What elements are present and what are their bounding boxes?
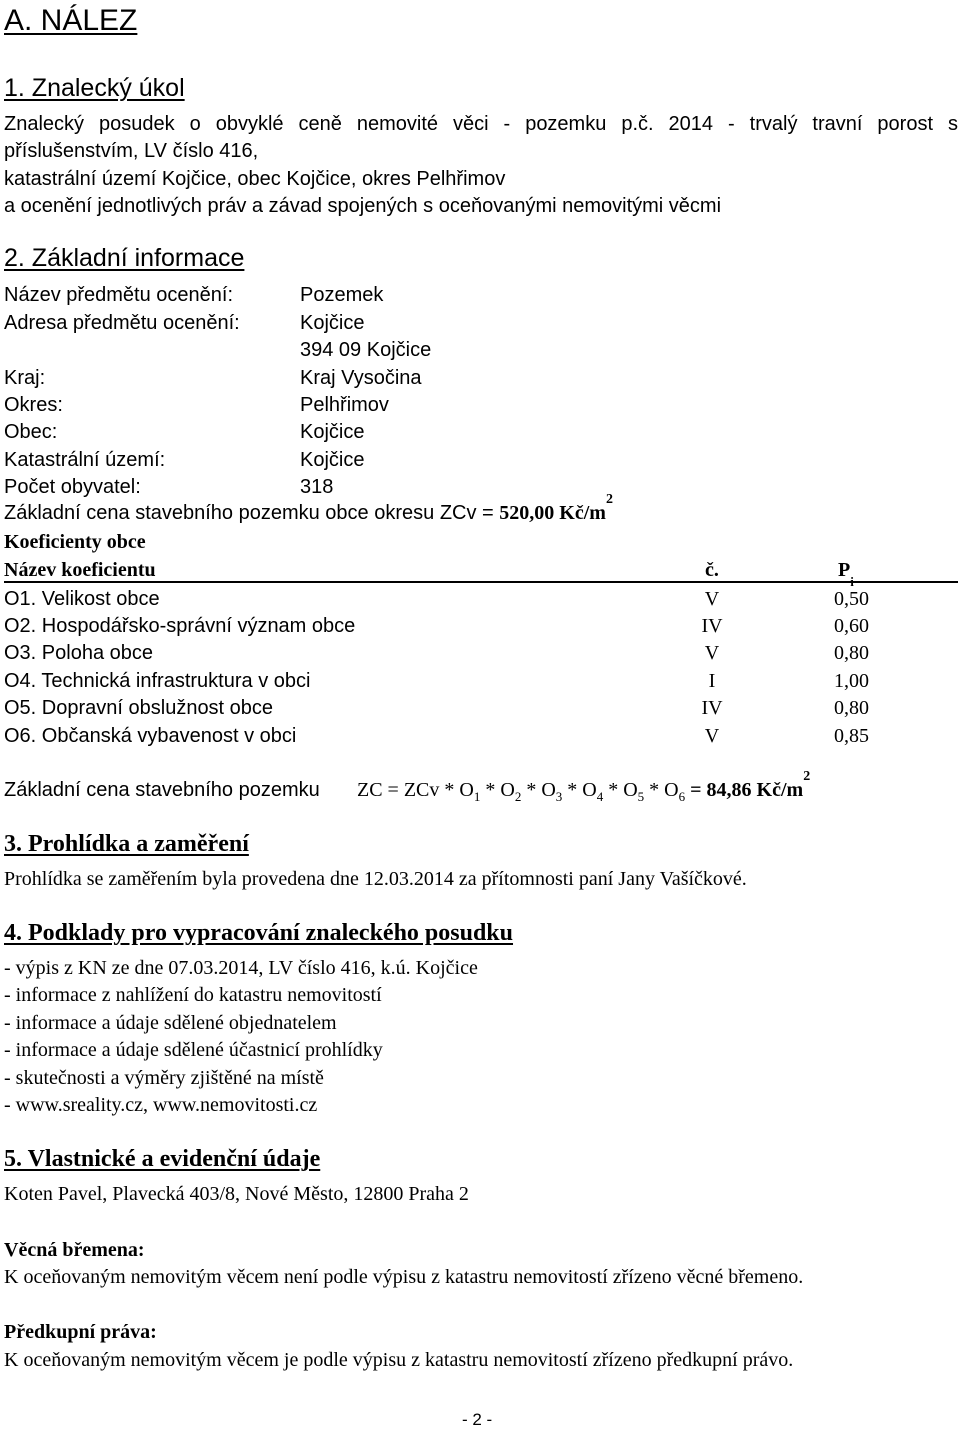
coef-header-name: Název koeficientu: [4, 559, 156, 581]
preemption-title: Předkupní práva:: [4, 1321, 157, 1343]
coef-value: 0,50: [834, 588, 869, 610]
table-row: O3. Poloha obce: [4, 642, 153, 664]
info-value: Pelhřimov: [300, 394, 389, 416]
formula-sup: 2: [803, 769, 811, 785]
formula-o: O: [664, 779, 679, 801]
section-1-para-line-1: [4, 114, 958, 134]
coef-num: V: [704, 588, 720, 610]
coef-value: 0,85: [834, 725, 869, 747]
table-row: O2. Hospodářsko-správní význam obce: [4, 615, 356, 637]
table-row: O6. Občanská vybavenost v obci: [4, 725, 297, 747]
list-item: - informace a údaje sdělené účastnicí prohlídky: [4, 1039, 383, 1061]
formula-o: O: [582, 779, 597, 801]
info-value: Kraj Vysočina: [300, 367, 422, 389]
info-value: 394 09 Kojčice: [300, 339, 432, 361]
info-value: Kojčice: [300, 312, 365, 334]
list-item: - informace z nahlížení do katastru nemovitostí: [4, 984, 382, 1006]
formula-result: 84,86 Kč/m: [706, 779, 804, 801]
formula-sub: 3: [555, 789, 563, 804]
info-label: Počet obyvatel:: [4, 476, 141, 498]
list-item: - skutečnosti a výměry zjištěné na místě: [4, 1067, 324, 1089]
formula-o: O: [623, 779, 638, 801]
info-label: Katastrální území:: [4, 449, 166, 471]
info-label: Okres:: [4, 394, 63, 416]
info-label: Název předmětu ocenění:: [4, 284, 234, 306]
coef-num: V: [704, 725, 720, 747]
info-value: Pozemek: [300, 284, 384, 306]
table-row: O4. Technická infrastruktura v obci: [4, 670, 311, 692]
coefficients-title: Koeficienty obce: [4, 531, 146, 553]
coef-num: V: [704, 642, 720, 664]
coef-value: 1,00: [834, 670, 869, 692]
formula-sub: 2: [514, 789, 522, 804]
page-number: - 2 -: [462, 1410, 493, 1429]
section-1-para-line-2: příslušenstvím, LV číslo 416,: [4, 140, 259, 162]
coef-num: I: [708, 670, 716, 692]
info-value: 318: [300, 476, 334, 498]
formula-zc: ZC = ZCv: [357, 779, 440, 801]
list-item: - www.sreality.cz, www.nemovitosti.cz: [4, 1094, 318, 1116]
coef-header-rule: [4, 581, 958, 583]
coef-value: 0,80: [834, 697, 869, 719]
section-1-para-line-3: katastrální území Kojčice, obec Kojčice, okres Pelhřimov: [4, 168, 506, 190]
list-item: - výpis z KN ze dne 07.03.2014, LV číslo 416, k.ú. Kojčice: [4, 957, 478, 979]
coef-header-p: [838, 560, 854, 580]
formula: ZC = ZCv * $O_1 * O_2 * O_3 * O_4 * O_5 * O_6 = 84,86$ $Kč/m^2$: [357, 769, 811, 804]
section-3-title: 3. Prohlídka a zaměření: [4, 831, 249, 857]
coef-num: IV: [701, 697, 723, 719]
section-1-title: 1. Znalecký úkol: [4, 74, 185, 102]
base-price-sup: 2: [605, 492, 613, 508]
coef-num: IV: [701, 615, 723, 637]
list-item: - informace a údaje sdělené objednatelem: [4, 1012, 337, 1034]
easements-title: Věcná břemena:: [4, 1239, 145, 1261]
main-heading: A. NÁLEZ: [4, 4, 138, 37]
coef-header-p-text: P: [838, 559, 851, 581]
info-value: Kojčice: [300, 449, 365, 471]
section-1-para-line-4: a ocenění jednotlivých práv a závad spojených s oceňovanými nemovitými věcmi: [4, 195, 722, 217]
base-price-value: 520,00 Kč/m: [499, 502, 606, 524]
coef-value: 0,80: [834, 642, 869, 664]
base-price-line: [4, 492, 613, 524]
section-5-title: 5. Vlastnické a evidenční údaje: [4, 1146, 321, 1172]
preemption-text: K oceňovaným nemovitým věcem je podle výpisu z katastru nemovitostí zřízeno předkupní právo.: [4, 1349, 794, 1371]
section-4-title: 4. Podklady pro vypracování znaleckého posudku: [4, 920, 514, 946]
table-row: O1. Velikost obce: [4, 588, 160, 610]
formula-sub: 1: [473, 789, 481, 804]
info-label: Kraj:: [4, 367, 46, 389]
formula-sub: 5: [637, 789, 645, 804]
formula-sub: 4: [596, 789, 604, 804]
info-value: Kojčice: [300, 421, 365, 443]
section-2-title: 2. Základní informace: [4, 244, 245, 272]
table-row: O5. Dopravní obslužnost obce: [4, 697, 274, 719]
info-label: Adresa předmětu ocenění:: [4, 312, 240, 334]
formula-sub: 6: [678, 789, 686, 804]
info-label: Obec:: [4, 421, 58, 443]
formula-o: O: [500, 779, 515, 801]
formula-o: O: [541, 779, 556, 801]
coef-value: 0,60: [834, 615, 869, 637]
formula-label: Základní cena stavebního pozemku: [4, 779, 320, 801]
base-price-text: Základní cena stavebního pozemku obce okresu ZCv =: [4, 502, 500, 524]
easements-text: K oceňovaným nemovitým věcem není podle výpisu z katastru nemovitostí zřízeno věcné břemeno.: [4, 1266, 804, 1288]
section-1-para-text: Znalecký posudek o obvyklé ceně nemovité věci - pozemku p.č. 2014 - trvalý travní porost s: [4, 113, 958, 135]
owner-text: Koten Pavel, Plavecká 403/8, Nové Město, 12800 Praha 2: [4, 1183, 469, 1205]
section-3-text: Prohlídka se zaměřením byla provedena dne 12.03.2014 za přítomnosti paní Jany Vašíčkové.: [4, 868, 747, 890]
formula-o: O: [459, 779, 474, 801]
coef-header-num: č.: [705, 559, 719, 581]
